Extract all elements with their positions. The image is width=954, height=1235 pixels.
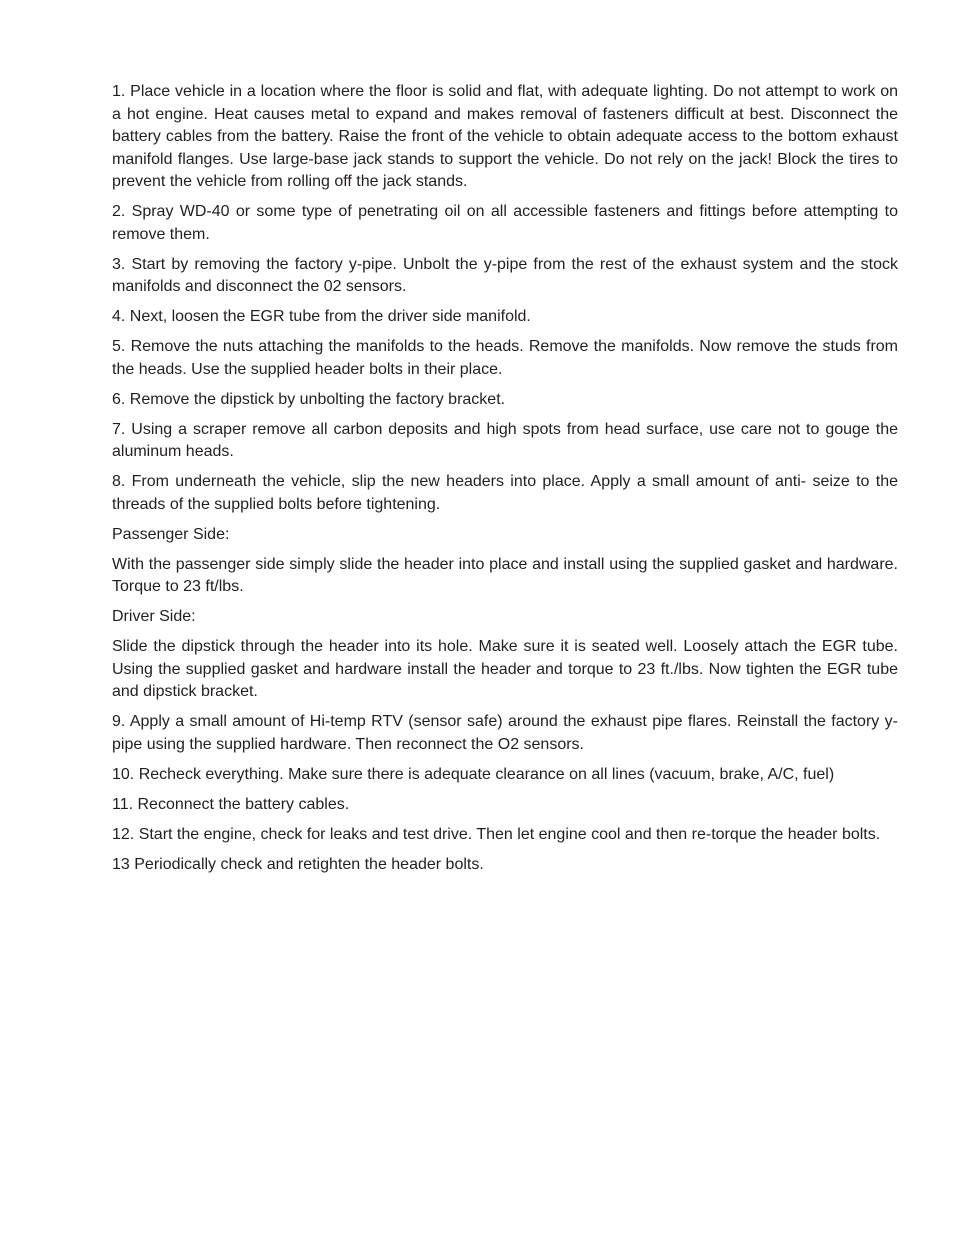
step-11-paragraph: 11. Reconnect the battery cables. bbox=[112, 795, 350, 813]
step-5-paragraph: 5. Remove the nuts attaching the manifolds to the heads. Remove the manifolds. Now remove the studs from the heads. Use the supplied header bolts in their place. bbox=[112, 338, 898, 378]
step-3-paragraph: 3. Start by removing the factory y-pipe. Unbolt the y-pipe from the rest of the exhaust system and the stock manifolds and disconnect the 02 sensors. bbox=[112, 255, 898, 295]
step-2-paragraph: 2. Spray WD-40 or some type of penetrating oil on all accessible fasteners and fittings before attempting to remove them. bbox=[112, 203, 898, 243]
step-1-paragraph: 1. Place vehicle in a location where the floor is solid and flat, with adequate lighting. Do not attempt to work on a hot engine. Heat causes metal to expand and makes removal of fasteners difficult at best. Disconnect the battery cables from the battery. Raise the front of the vehicle to obtain adequate access to the bottom exhaust manifold flanges. Use large-base jack stands to support the vehicle. Do not rely on the jack! Block the tires to prevent the vehicle from rolling off the jack stands. bbox=[112, 83, 898, 190]
driver-side-heading: Driver Side: bbox=[112, 608, 196, 625]
instructions-page bbox=[112, 81, 898, 884]
step-10-paragraph: 10. Recheck everything. Make sure there is adequate clearance on all lines (vacuum, brake, A/C, fuel) bbox=[112, 765, 835, 783]
passenger-side-paragraph: With the passenger side simply slide the header into place and install using the supplied gasket and hardware. Torque to 23 ft/lbs. bbox=[112, 555, 898, 595]
step-13-paragraph: 13 Periodically check and retighten the header bolts. bbox=[112, 855, 484, 873]
step-4-paragraph: 4. Next, loosen the EGR tube from the driver side manifold. bbox=[112, 308, 531, 325]
step-9-paragraph: 9. Apply a small amount of Hi-temp RTV (sensor safe) around the exhaust pipe flares. Reinstall the factory y-pipe using the supplied hardware. Then reconnect the O2 sensors. bbox=[112, 713, 898, 753]
step-12-paragraph: 12. Start the engine, check for leaks and test drive. Then let engine cool and then re-torque the header bolts. bbox=[112, 825, 881, 843]
passenger-side-heading: Passenger Side: bbox=[112, 525, 230, 543]
step-6-paragraph: 6. Remove the dipstick by unbolting the factory bracket. bbox=[112, 390, 506, 408]
step-7-paragraph: 7. Using a scraper remove all carbon deposits and high spots from head surface, use care not to gouge the aluminum heads. bbox=[112, 420, 898, 460]
driver-side-paragraph: Slide the dipstick through the header into its hole. Make sure it is seated well. Loosely attach the EGR tube. Using the supplied gasket and hardware install the header and torque to 23 ft./lbs. Now tighten the EGR tube and dipstick bracket. bbox=[112, 638, 898, 700]
step-8-paragraph: 8. From underneath the vehicle, slip the new headers into place. Apply a small amount of anti- seize to the threads of the supplied bolts before tightening. bbox=[112, 473, 898, 513]
